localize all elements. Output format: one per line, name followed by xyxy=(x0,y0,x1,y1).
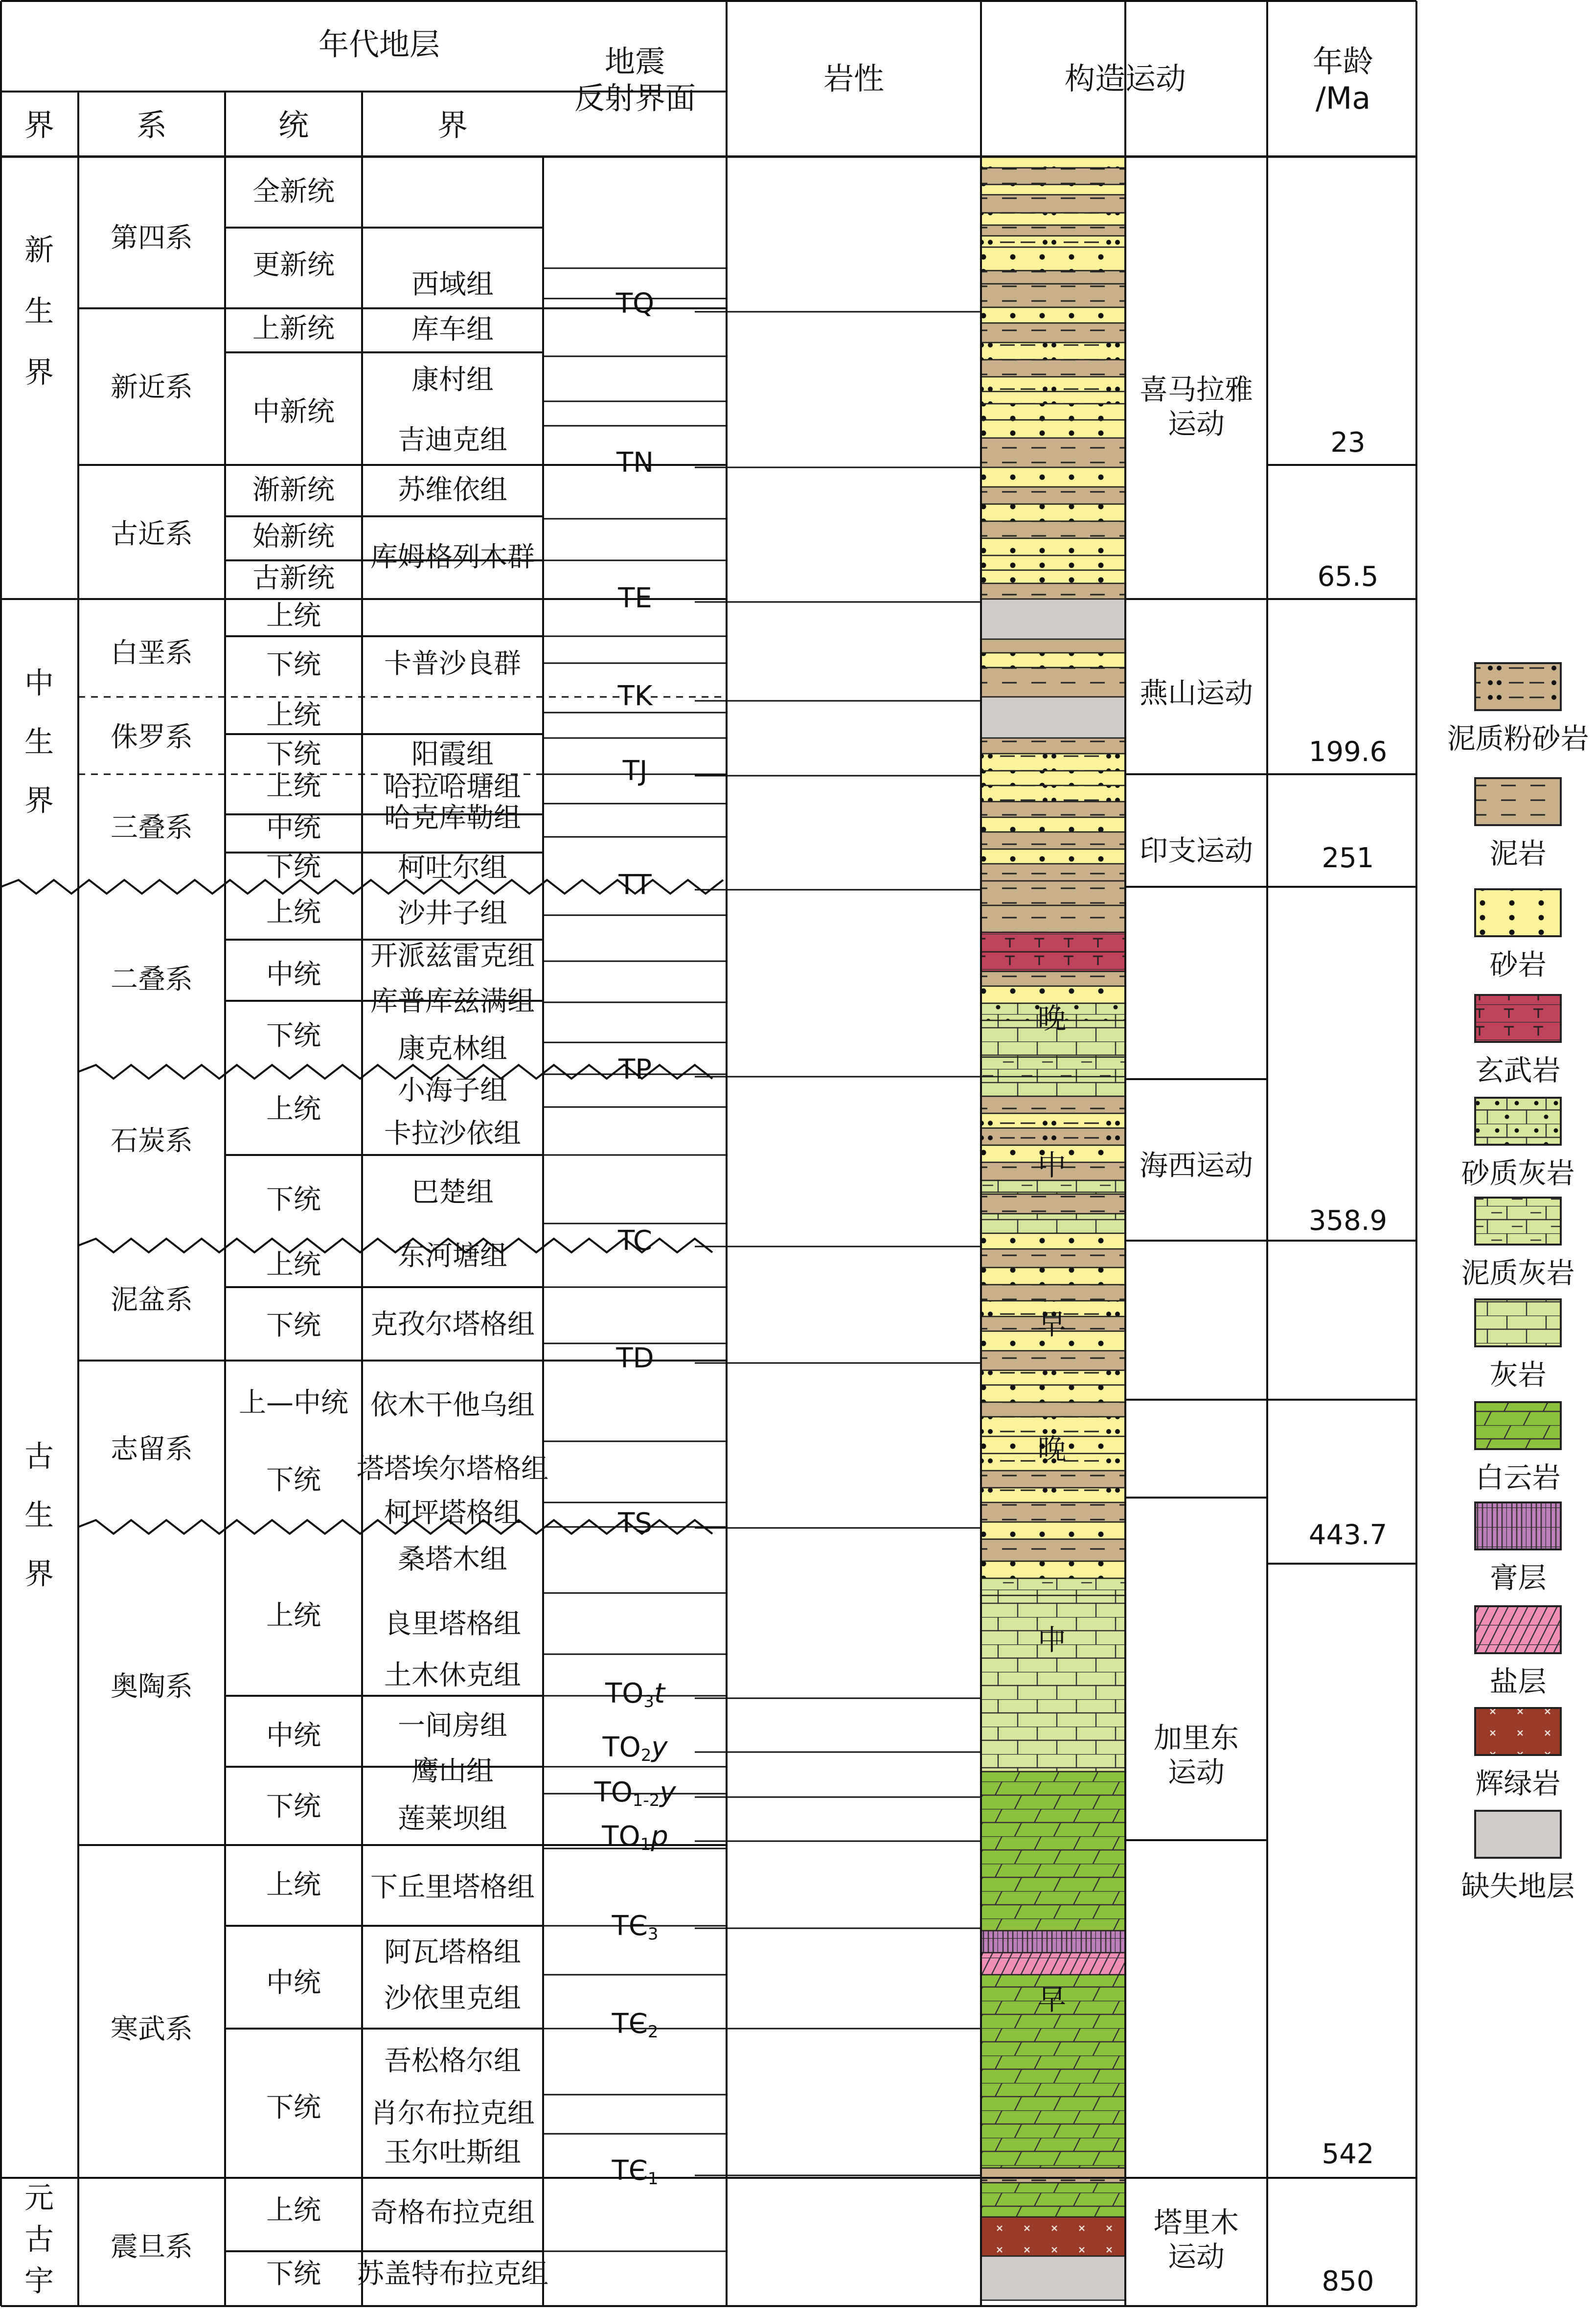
age-value: 443.7 xyxy=(1308,1519,1388,1551)
legend xyxy=(1447,663,1589,1903)
system-label: 志留系 xyxy=(111,1433,193,1466)
formation-label: 一间房组 xyxy=(398,1710,507,1742)
lithology-layer-sand xyxy=(981,1268,1125,1285)
series-label: 下统 xyxy=(266,1791,321,1823)
lithology-layer-lime xyxy=(981,1077,1125,1096)
lithology-layer-mud xyxy=(981,225,1125,236)
lithology-layer-silt xyxy=(981,785,1125,802)
series-label: 古新统 xyxy=(252,562,335,595)
system-label: 奥陶系 xyxy=(111,1671,193,1703)
header-age: 年龄 xyxy=(1312,44,1374,80)
legend-swatch-gap xyxy=(1475,1811,1561,1858)
lithology-layer-mud xyxy=(981,881,1125,905)
lithology-layer-sand xyxy=(981,247,1125,271)
seismic-interface-label: TE xyxy=(618,582,652,615)
system-label: 二叠系 xyxy=(111,964,193,996)
tectonic-movement-label: 印支运动 xyxy=(1139,834,1254,868)
series-label: 中统 xyxy=(266,1720,321,1752)
era-label-cenozoic: 新 xyxy=(24,233,54,268)
tectonic-movement-label: 喜马拉雅 xyxy=(1139,373,1254,407)
legend-swatch-basalt xyxy=(1475,995,1561,1042)
lithology-layer-mud xyxy=(981,168,1125,185)
labels xyxy=(24,26,1387,2299)
lithology-layer-sand xyxy=(981,420,1125,438)
lithology-layer-mud xyxy=(981,583,1125,599)
series-label: 上统 xyxy=(266,600,321,632)
series-label: 更新统 xyxy=(252,249,335,281)
lithology-layer-mud xyxy=(981,971,1125,986)
tectonic-movement-label: 塔里木 xyxy=(1153,2206,1239,2240)
lithology-layer-sand xyxy=(981,849,1125,864)
system-label: 寒武系 xyxy=(111,2013,193,2046)
legend-swatch-siltmud xyxy=(1475,663,1561,710)
lithology-layer-sand xyxy=(981,1233,1125,1249)
seismic-interface-label: $TЄ_2$ xyxy=(612,2008,659,2042)
era-label-mesozoic: 生 xyxy=(24,725,54,760)
lithology-layer-silt xyxy=(981,1113,1125,1128)
era-label-proterozoic: 宇 xyxy=(24,2264,54,2299)
legend-swatch-mud xyxy=(1475,778,1561,825)
lithology-layer-mud xyxy=(981,1471,1125,1488)
lithology-layer-mud xyxy=(981,738,1125,754)
legend-swatch-sandlime xyxy=(1475,1098,1561,1145)
lithology-layer-mud xyxy=(981,360,1125,377)
era-label-paleozoic: 古 xyxy=(24,1439,54,1474)
tectonic-phase-label: 中 xyxy=(1037,1149,1067,1182)
lithology-layer-basalt xyxy=(981,932,1125,952)
lithology-layer-silt xyxy=(981,392,1125,404)
lithology-layer-mud xyxy=(981,905,1125,932)
tectonic-phase-label: 晚 xyxy=(1037,1002,1067,1036)
age-value: 199.6 xyxy=(1308,736,1388,768)
formation-label: 柯坪塔格组 xyxy=(384,1497,521,1529)
era-label-mesozoic: 界 xyxy=(24,784,54,818)
lithology-layer-mud xyxy=(981,832,1125,849)
header-chronostratigraphy: 年代地层 xyxy=(318,26,440,63)
era-label-cenozoic: 生 xyxy=(24,294,54,329)
formation-label: 柯吐尔组 xyxy=(398,852,507,884)
lithology-layer-silt xyxy=(981,213,1125,225)
lithology-layer-mud xyxy=(981,438,1125,467)
formation-label: 吉迪克组 xyxy=(398,424,507,457)
lithology-layer-gypsum xyxy=(981,1931,1125,1953)
age-value: 251 xyxy=(1322,842,1374,875)
lithology-layer-mud xyxy=(981,195,1125,213)
seismic-interface-label: TN xyxy=(616,447,654,479)
age-value: 23 xyxy=(1330,427,1366,459)
lithology-layer-mud xyxy=(981,639,1125,653)
lithology-layer-silt xyxy=(981,1488,1125,1502)
formation-label: 肖尔布拉克组 xyxy=(370,2098,535,2130)
series-label: 上统 xyxy=(266,1249,321,1281)
seismic-interface-label: TJ xyxy=(622,755,648,787)
series-label: 上统 xyxy=(266,1869,321,1901)
era-label-proterozoic: 元 xyxy=(24,2181,54,2216)
seismic-interface-label: TK xyxy=(617,680,653,713)
formation-label: 东河塘组 xyxy=(398,1240,507,1272)
lithology-layer-lime xyxy=(981,1214,1125,1233)
tectonic-movement-label: 海西运动 xyxy=(1139,1149,1254,1182)
lithology-layer-silt xyxy=(981,1370,1125,1385)
formation-label: 莲莱坝组 xyxy=(398,1803,507,1835)
legend-label-gap: 缺失地层 xyxy=(1461,1870,1575,1903)
legend-label-sandlime: 砂质灰岩 xyxy=(1461,1156,1575,1190)
tectonic-movement-label: 运动 xyxy=(1167,407,1225,441)
lithology-layer-sand xyxy=(981,1385,1125,1402)
formation-label: 苏盖特布拉克组 xyxy=(357,2258,548,2290)
legend-label-siltmud: 泥质粉砂岩 xyxy=(1447,722,1589,756)
series-label: 下统 xyxy=(266,851,321,883)
lithology-layer-basalt xyxy=(981,952,1125,971)
seismic-interface-label: $TO_{1-2}y$ xyxy=(594,1777,676,1810)
series-label: 上统 xyxy=(266,1600,321,1632)
formation-label: 巴楚组 xyxy=(411,1177,494,1209)
lithology-layer-mudlime xyxy=(981,1578,1125,1595)
series-label: 下统 xyxy=(266,649,321,681)
tectonic-phase-label: 早 xyxy=(1037,1308,1067,1341)
series-label: 中统 xyxy=(266,812,321,844)
formation-label: 玉尔吐斯组 xyxy=(384,2137,521,2169)
series-label: 中新统 xyxy=(252,396,335,428)
tectonic-movement-label: 加里东 xyxy=(1153,1721,1239,1755)
lithology-layer-silt xyxy=(981,236,1125,247)
lithology-layer-salt xyxy=(981,1953,1125,1975)
lithology-layer-mud xyxy=(981,521,1125,538)
series-label: 下统 xyxy=(266,1020,321,1052)
lithology-layer-diabase xyxy=(981,2217,1125,2256)
header-tectonic-movement: 构造运动 xyxy=(1064,61,1186,97)
tectonic-phase-label: 早 xyxy=(1037,1983,1067,2017)
lithology-layer-mud xyxy=(981,1402,1125,1417)
formation-label: 开派兹雷克组 xyxy=(370,940,535,972)
legend-swatch-sand xyxy=(1475,889,1561,936)
series-label: 下统 xyxy=(266,2258,321,2290)
series-label: 上统 xyxy=(266,699,321,732)
lithology-layer-mud xyxy=(981,1096,1125,1113)
series-label: 上统 xyxy=(266,897,321,929)
system-label: 第四系 xyxy=(111,222,193,254)
formation-label: 西域组 xyxy=(411,269,494,301)
lithology-layer-mud xyxy=(981,487,1125,504)
series-label: 下统 xyxy=(266,2092,321,2124)
tectonic-movement-label: 燕山运动 xyxy=(1139,676,1254,710)
lithology-column xyxy=(981,157,1125,2300)
lithology-layer-mud xyxy=(981,1539,1125,1561)
lithology-layer-sand xyxy=(981,555,1125,570)
formation-label: 下丘里塔格组 xyxy=(370,1871,535,1904)
lithology-layer-sand xyxy=(981,817,1125,832)
lithology-layer-mudlime xyxy=(981,1180,1125,1194)
seismic-interface-label: TD xyxy=(616,1342,654,1375)
series-label: 上统 xyxy=(266,2194,321,2227)
unconformity-permian-carboniferous xyxy=(78,1065,712,1079)
series-label: 渐新统 xyxy=(252,474,335,507)
legend-swatch-gypsum xyxy=(1475,1502,1561,1549)
seismic-interface-label: $TO_1p$ xyxy=(602,1821,668,1854)
formation-label: 卡普沙良群 xyxy=(384,648,521,680)
series-label: 下统 xyxy=(266,1310,321,1342)
seismic-interface-label: TT xyxy=(618,869,652,901)
legend-swatch-mudlime xyxy=(1475,1198,1561,1245)
formation-label: 库姆格列木群 xyxy=(370,541,535,574)
lithology-layer-sand xyxy=(981,570,1125,583)
era-label-mesozoic: 中 xyxy=(24,666,54,701)
lithology-layer-gap xyxy=(981,599,1125,639)
formation-label: 康村组 xyxy=(411,364,494,396)
series-label: 下统 xyxy=(266,1464,321,1497)
formation-label: 吾松格尔组 xyxy=(384,2045,521,2078)
era-label-paleozoic: 界 xyxy=(24,1557,54,1592)
legend-label-mudlime: 泥质灰岩 xyxy=(1461,1256,1575,1290)
system-label: 新近系 xyxy=(111,371,193,404)
lithology-layer-sand xyxy=(981,1561,1125,1578)
header-lithology: 岩性 xyxy=(823,61,885,97)
system-label: 泥盆系 xyxy=(111,1284,193,1316)
tectonic-phase-label: 中 xyxy=(1037,1623,1067,1657)
series-label: 上新统 xyxy=(252,313,335,345)
lithology-layer-sand xyxy=(981,404,1125,420)
era-label-paleozoic: 生 xyxy=(24,1498,54,1533)
legend-label-dolo: 白云岩 xyxy=(1475,1461,1561,1495)
lithology-layer-mud xyxy=(981,271,1125,284)
lithology-layer-mud xyxy=(981,1285,1125,1301)
lithology-layer-sand xyxy=(981,185,1125,195)
legend-label-gypsum: 膏层 xyxy=(1489,1561,1547,1595)
formation-label: 沙依里克组 xyxy=(384,1983,521,2015)
legend-swatch-dolo xyxy=(1475,1402,1561,1449)
formation-label: 阳霞组 xyxy=(411,739,494,771)
system-label: 震旦系 xyxy=(111,2231,193,2263)
lithology-layer-sand xyxy=(981,307,1125,323)
formation-label: 卡拉沙依组 xyxy=(384,1118,521,1150)
lithology-layer-mud xyxy=(981,1249,1125,1268)
header-series: 统 xyxy=(278,107,309,143)
formation-label: 塔塔埃尔塔格组 xyxy=(357,1453,548,1485)
legend-label-mud: 泥岩 xyxy=(1489,837,1547,871)
lithology-layer-mud xyxy=(981,323,1125,343)
series-label: 上统 xyxy=(266,1093,321,1126)
age-value: 65.5 xyxy=(1317,561,1379,593)
seismic-interface-label: $TO_2y$ xyxy=(602,1732,668,1765)
header-erathem: 界 xyxy=(23,107,55,143)
unconformity-carboniferous-devonian xyxy=(78,1239,712,1252)
seismic-interface-label: TC xyxy=(617,1225,653,1257)
header-seismic-interface: 反射界面 xyxy=(574,80,696,116)
series-label: 中统 xyxy=(266,959,321,991)
formation-label: 鹰山组 xyxy=(411,1755,494,1788)
lithology-layer-mud xyxy=(981,2168,1125,2183)
legend-label-lime: 灰岩 xyxy=(1489,1358,1547,1392)
legend-label-basalt: 玄武岩 xyxy=(1475,1054,1561,1087)
formation-label: 小海子组 xyxy=(398,1075,507,1107)
lithology-layer-mud xyxy=(981,284,1125,307)
legend-swatch-diabase xyxy=(1475,1708,1561,1755)
lithology-layer-silt xyxy=(981,157,1125,168)
tectonic-movement-label: 运动 xyxy=(1167,1755,1225,1789)
series-label: 中统 xyxy=(266,1967,321,1999)
era-label-cenozoic: 界 xyxy=(24,355,54,390)
formation-label: 苏维依组 xyxy=(398,474,507,507)
series-label: 下统 xyxy=(266,739,321,771)
lithology-layer-lime xyxy=(981,1595,1125,1772)
seismic-interface-label: $TЄ_3$ xyxy=(612,1910,659,1944)
legend-label-diabase: 辉绿岩 xyxy=(1475,1767,1561,1801)
lithology-layer-gap xyxy=(981,2256,1125,2300)
lithology-layer-mud xyxy=(981,1194,1125,1214)
formation-label: 康克林组 xyxy=(398,1033,507,1065)
lithology-layer-dolo xyxy=(981,1772,1125,1931)
series-label: 始新统 xyxy=(252,521,335,553)
seismic-interface-label: $TO_3t$ xyxy=(605,1678,665,1711)
seismic-interface-label: TQ xyxy=(616,288,655,320)
legend-swatch-salt xyxy=(1475,1606,1561,1653)
lithology-layer-sand xyxy=(981,653,1125,668)
formation-label: 土木休克组 xyxy=(384,1660,521,1692)
formation-label: 库普库兹满组 xyxy=(370,986,535,1018)
age-value: 850 xyxy=(1322,2265,1374,2298)
lithology-layer-sand xyxy=(981,538,1125,555)
lithology-layer-gap xyxy=(981,697,1125,738)
formation-label: 阿瓦塔格组 xyxy=(384,1937,521,1969)
lithology-layer-mud xyxy=(981,668,1125,697)
lithology-layer-sand xyxy=(981,1522,1125,1539)
legend-swatch-lime xyxy=(1475,1299,1561,1346)
lithology-layer-sand xyxy=(981,986,1125,1003)
system-label: 白垩系 xyxy=(111,637,193,670)
legend-label-salt: 盐层 xyxy=(1489,1665,1547,1699)
header-system: 系 xyxy=(136,107,167,143)
system-label: 石炭系 xyxy=(111,1125,193,1157)
formation-label: 库车组 xyxy=(411,314,494,346)
lithology-layer-sand xyxy=(981,504,1125,521)
header-formation: 界 xyxy=(437,107,468,143)
lithology-layer-siltmud xyxy=(981,1128,1125,1145)
header-seismic: 地震 xyxy=(604,44,666,80)
lithology-layer-silt xyxy=(981,754,1125,771)
lithology-layer-silt xyxy=(981,343,1125,360)
tectonic-movement-label: 运动 xyxy=(1167,2240,1225,2274)
header-age-unit: /Ma xyxy=(1315,80,1371,116)
lithology-layer-dolo xyxy=(981,2183,1125,2217)
system-label: 古近系 xyxy=(111,518,193,551)
lithology-layer-mud xyxy=(981,1351,1125,1370)
formation-label: 桑塔木组 xyxy=(398,1544,507,1576)
seismic-interface-label: $TЄ_1$ xyxy=(612,2155,659,2189)
formation-label: 良里塔格组 xyxy=(384,1608,521,1640)
tectonic-phase-label: 晚 xyxy=(1037,1432,1067,1466)
age-value: 542 xyxy=(1322,2138,1374,2170)
era-label-proterozoic: 古 xyxy=(24,2222,54,2257)
seismic-interface-label: TS xyxy=(618,1507,652,1540)
legend-label-sand: 砂岩 xyxy=(1489,948,1547,982)
series-label: 上—中统 xyxy=(239,1387,348,1419)
formation-label: 奇格布拉克组 xyxy=(370,2197,535,2229)
lithology-layer-sand xyxy=(981,771,1125,785)
formation-label: 哈克库勒组 xyxy=(384,802,521,834)
lithology-layer-mud xyxy=(981,1502,1125,1522)
lithology-layer-mud xyxy=(981,802,1125,817)
lithology-layer-mud xyxy=(981,864,1125,881)
system-label: 侏罗系 xyxy=(111,721,193,754)
lithology-layer-sand xyxy=(981,467,1125,487)
lithology-layer-mudlime xyxy=(981,1057,1125,1077)
lithology-layer-silt xyxy=(981,377,1125,392)
formation-label: 沙井子组 xyxy=(398,898,507,930)
formation-label: 克孜尔塔格组 xyxy=(370,1309,535,1341)
series-label: 全新统 xyxy=(252,176,335,208)
series-label: 上统 xyxy=(266,770,321,803)
age-value: 358.9 xyxy=(1308,1205,1388,1237)
formation-label: 依木干他乌组 xyxy=(370,1389,535,1422)
series-label: 下统 xyxy=(266,1184,321,1216)
system-label: 三叠系 xyxy=(111,812,193,844)
formation-label: 哈拉哈塘组 xyxy=(384,771,521,804)
seismic-interface-label: TP xyxy=(618,1054,652,1086)
